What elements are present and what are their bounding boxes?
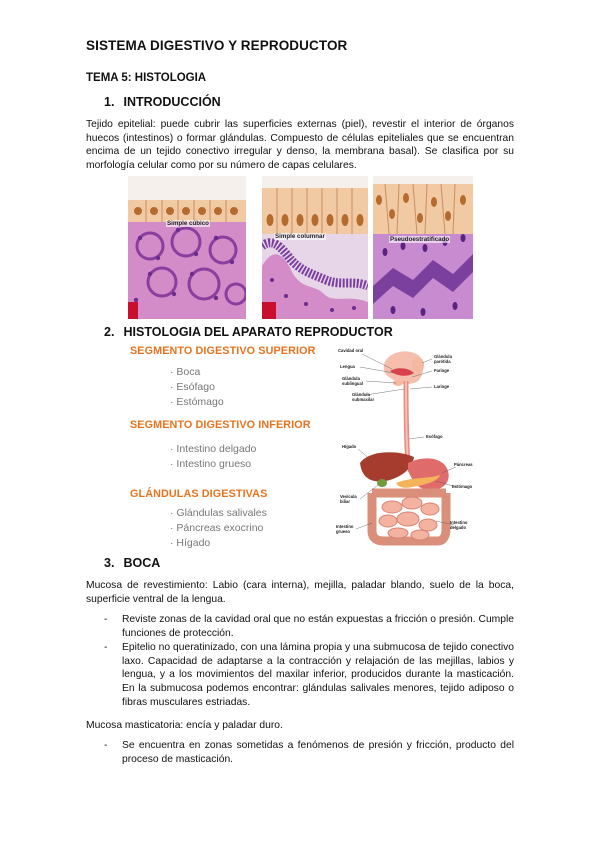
epithelium-figure (128, 176, 473, 319)
anatomy-label-glandula-submaxilar: Glándula submaxilar (352, 392, 375, 402)
section-heading-histologia-reproductor (104, 325, 393, 339)
pseudostratified-tile (373, 176, 473, 319)
segment-inferior-heading: SEGMENTO DIGESTIVO INFERIOR (130, 419, 311, 431)
section-number: 1. (104, 95, 115, 109)
anatomy-label-faringe: Faringe (434, 368, 450, 373)
section-heading-boca (104, 556, 160, 570)
mucosa-masticatoria-paragraph: Mucosa masticatoria: encía y paladar duro. (86, 720, 283, 731)
section-number: 3. (104, 556, 115, 570)
bullet-marker: - (104, 740, 108, 751)
revestimiento-bullet-list (104, 613, 514, 710)
segment-superior-heading: SEGMENTO DIGESTIVO SUPERIOR (130, 345, 316, 357)
bullet-marker: - (104, 614, 108, 625)
label-simple-cuboidal: Simple cúbico (167, 220, 209, 227)
topic-heading: TEMA 5: HISTOLOGIA (86, 72, 207, 84)
anatomy-label-glandula-parotida: Glándula parótida (434, 354, 452, 364)
document-title: SISTEMA DIGESTIVO Y REPRODUCTOR (86, 38, 348, 53)
section-number: 2. (104, 325, 115, 339)
anatomy-label-intestino-grueso: Intestino grueso (336, 524, 354, 534)
anatomy-label-glandula-sublingual: Glándula sublingual (342, 376, 363, 386)
segment-item: · Intestino delgado (170, 443, 257, 455)
bullet-marker: - (104, 642, 108, 654)
anatomy-label-laringe: Laringe (434, 384, 450, 389)
section-title: INTRODUCCIÓN (123, 95, 221, 109)
bullet-text: Reviste zonas de la cavidad oral que no están expuestas a fricción o presión. Cumple funciones de protección. (122, 614, 514, 639)
list-item (104, 641, 514, 709)
section-heading-introduccion (104, 95, 221, 109)
intro-paragraph: Tejido epitelial: puede cubrir las superficies externas (piel), revestir el interior de órganos huecos (intestinos) o formar glándulas. Compuesto de células epiteliales que se encuentran encima de un tejido conectivo irregular y denso, la membrana basal). Se clasifica por su morfología celular como por su número de capas celulares. (86, 119, 514, 171)
glandulas-heading: GLÁNDULAS DIGESTIVAS (130, 488, 268, 500)
label-simple-columnar: Simple columnar (275, 233, 325, 240)
anatomy-label-higado: Hígado (342, 444, 357, 449)
list-item (104, 739, 514, 766)
label-pseudostratified: Pseudoestratificado (390, 236, 450, 243)
section-title: HISTOLOGIA DEL APARATO REPRODUCTOR (123, 325, 393, 339)
anatomy-label-cavidad-oral: Cavidad oral (338, 348, 364, 353)
simple-columnar-tile (262, 176, 368, 319)
segment-item: · Estómago (170, 396, 224, 408)
bullet-text: Epitelio no queratinizado, con una lámina propia y una submucosa de tejido conectivo laxo. Capacidad de adaptarse a la contracción y relajación de las mejillas, labios y lengua, y a los movimientos del maxilar inferior, producidos durante la masticación. En la submucosa podemos encontrar: glándulas salivales menores, tejido adiposo o fibras musculares estriadas. (122, 642, 514, 708)
segment-item: · Intestino grueso (170, 458, 252, 470)
masticatoria-bullet-list (104, 739, 514, 767)
mucosa-revestimiento-paragraph: Mucosa de revestimiento: Labio (cara interna), mejilla, paladar blando, suelo de la boca, superficie ventral de la lengua. (86, 580, 514, 605)
bullet-text: Se encuentra en zonas sometidas a fenómenos de presión y fricción, producto del proceso de masticación. (122, 740, 514, 765)
anatomy-label-estomago: Estómago (452, 484, 473, 489)
section-title: BOCA (123, 556, 161, 570)
anatomy-label-lengua: Lengua (340, 364, 355, 369)
digestive-anatomy-figure (332, 345, 480, 547)
segment-item: · Páncreas exocrino (170, 522, 264, 534)
list-item (104, 613, 514, 640)
anatomy-label-pancreas: Páncreas (454, 462, 473, 467)
segment-item: · Boca (170, 366, 201, 378)
segment-item: · Hígado (170, 537, 211, 549)
segment-item: · Glándulas salivales (170, 507, 267, 519)
anatomy-label-vesicula-biliar: Vesícula biliar (340, 494, 357, 504)
segment-item: · Esófago (170, 381, 215, 393)
anatomy-label-intestino-delgado: Intestino delgado (450, 520, 468, 530)
simple-cuboidal-tile (128, 176, 246, 319)
anatomy-label-esofago: Esófago (426, 434, 443, 439)
